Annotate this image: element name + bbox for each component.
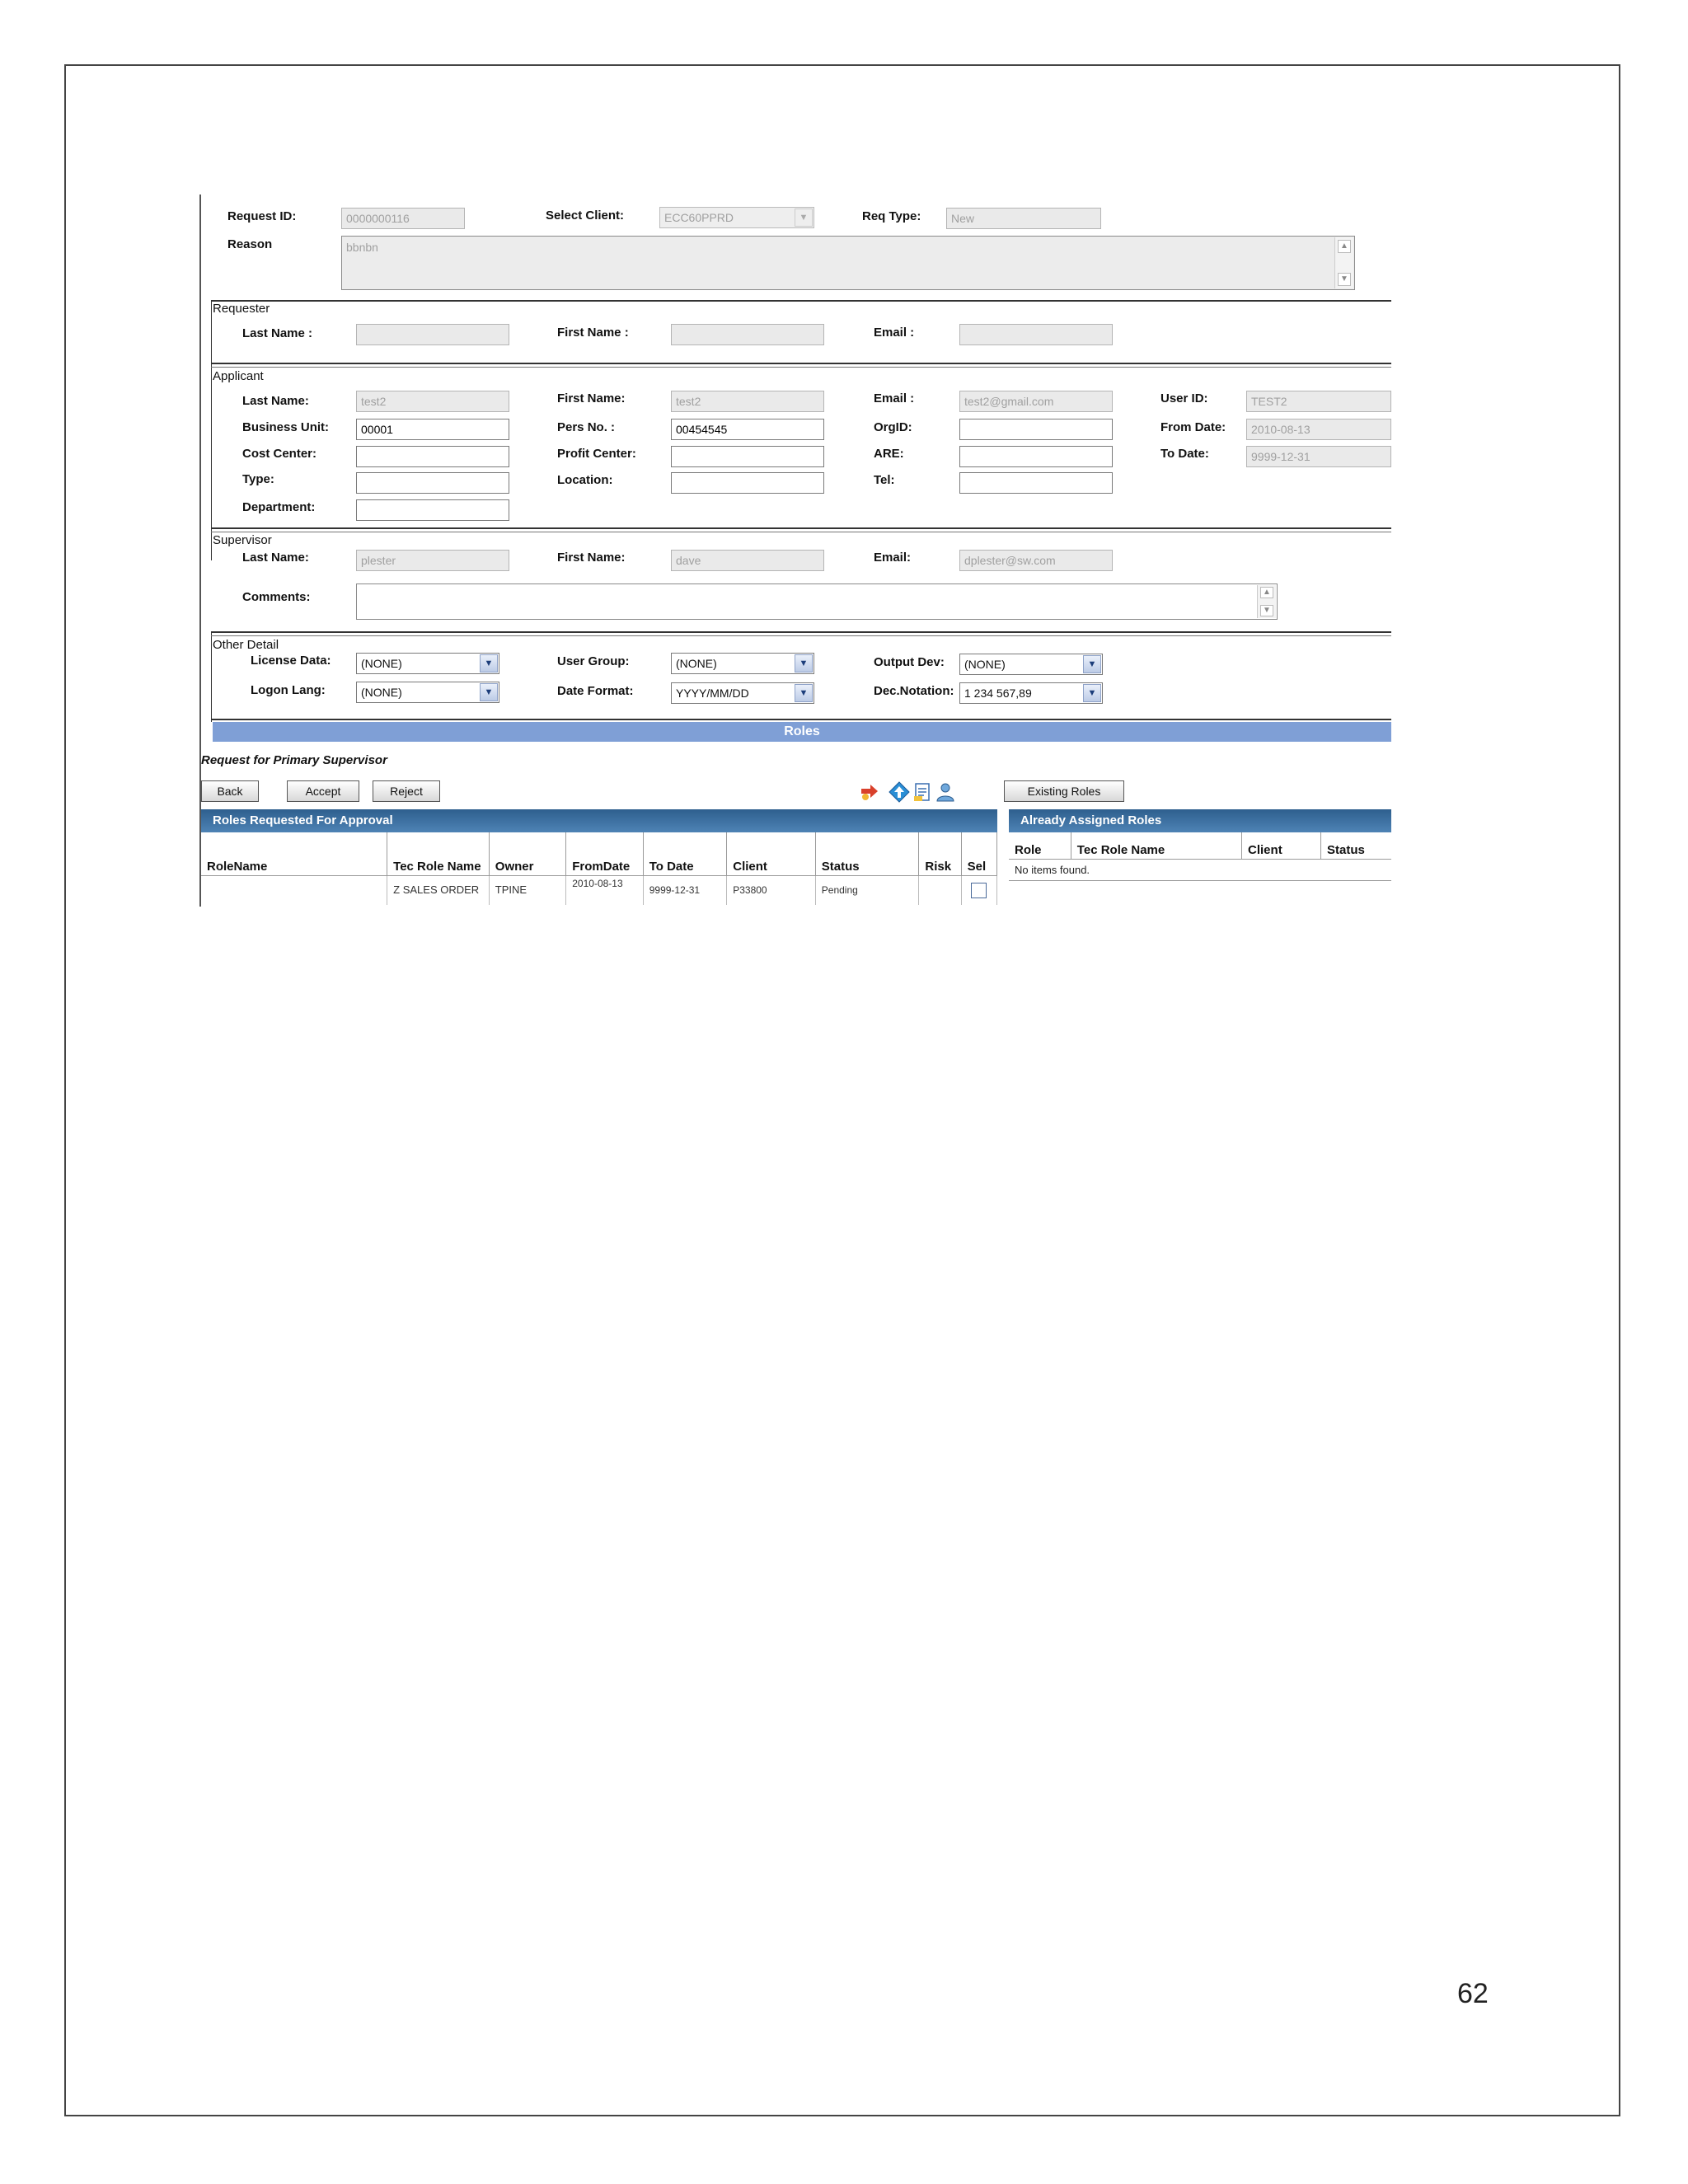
chevron-down-icon: ▼ xyxy=(795,209,813,227)
location-label: Location: xyxy=(557,473,613,487)
requested-roles-table xyxy=(201,832,997,905)
document-icon[interactable] xyxy=(912,781,933,803)
supervisor-first-name-label: First Name: xyxy=(557,551,626,565)
select-client-label: Select Client: xyxy=(546,209,625,223)
supervisor-first-name-field[interactable]: dave xyxy=(671,550,824,571)
department-field[interactable] xyxy=(356,499,509,521)
column-header[interactable]: Sel xyxy=(961,832,996,875)
accept-button[interactable]: Accept xyxy=(287,780,359,802)
date-format-dropdown[interactable] xyxy=(671,682,814,704)
screenshot xyxy=(199,194,1391,907)
scroll-down-icon[interactable]: ▼ xyxy=(1260,605,1273,616)
section-divider xyxy=(211,527,1391,529)
applicant-user-id-label: User ID: xyxy=(1160,391,1208,405)
user-group-label: User Group: xyxy=(557,654,630,668)
scrollbar[interactable] xyxy=(1257,585,1276,618)
owner-cell: TPINE xyxy=(489,875,565,905)
back-button[interactable]: Back xyxy=(201,780,259,802)
org-id-field[interactable] xyxy=(959,419,1113,440)
are-label: ARE: xyxy=(874,447,904,461)
reason-textarea[interactable] xyxy=(341,236,1355,290)
from-date-field[interactable]: 2010-08-13 xyxy=(1246,419,1391,440)
empty-message: No items found. xyxy=(1015,863,1090,876)
reason-label: Reason xyxy=(227,237,273,251)
request-id-field[interactable]: 0000000116 xyxy=(341,208,465,229)
column-header[interactable]: Status xyxy=(815,832,919,875)
chevron-down-icon: ▼ xyxy=(480,654,498,673)
cost-center-label: Cost Center: xyxy=(242,447,317,461)
dec-notation-label: Dec.Notation: xyxy=(874,684,954,698)
requester-last-name-field[interactable] xyxy=(356,324,509,345)
date-format-value: YYYY/MM/DD xyxy=(676,687,749,700)
org-id-label: OrgID: xyxy=(874,420,912,434)
req-type-field[interactable]: New xyxy=(946,208,1101,229)
pers-no-label: Pers No. : xyxy=(557,420,616,434)
are-field[interactable] xyxy=(959,446,1113,467)
column-header[interactable]: Tec Role Name xyxy=(387,832,490,875)
requester-email-label: Email : xyxy=(874,326,915,340)
type-label: Type: xyxy=(242,472,274,486)
comments-textarea[interactable] xyxy=(356,583,1278,620)
select-checkbox[interactable] xyxy=(971,883,987,898)
column-header[interactable]: Status xyxy=(1321,832,1391,859)
applicant-last-name-label: Last Name: xyxy=(242,394,309,408)
user-group-dropdown[interactable] xyxy=(671,653,814,674)
tec-role-name-cell: Z SALES ORDER xyxy=(387,875,490,905)
comments-label: Comments: xyxy=(242,590,311,604)
logon-lang-value: (NONE) xyxy=(361,686,402,699)
roles-bar: Roles xyxy=(213,722,1391,742)
existing-roles-button[interactable]: Existing Roles xyxy=(1004,780,1124,802)
column-header[interactable]: Risk xyxy=(919,832,961,875)
requester-title: Requester xyxy=(213,302,270,316)
transfer-icon[interactable] xyxy=(859,781,880,803)
from-date-cell: 2010-08-13 xyxy=(566,875,643,905)
applicant-email-field[interactable]: test2@gmail.com xyxy=(959,391,1113,412)
tel-label: Tel: xyxy=(874,473,895,487)
chevron-down-icon: ▼ xyxy=(1083,684,1101,702)
status-cell: Pending xyxy=(815,875,919,905)
request-note: Request for Primary Supervisor xyxy=(201,753,387,767)
section-divider-inner xyxy=(211,367,1391,368)
table-header-row xyxy=(1009,832,1391,859)
logon-lang-label: Logon Lang: xyxy=(251,683,326,697)
table-row[interactable] xyxy=(201,875,997,905)
dec-notation-value: 1 234 567,89 xyxy=(964,687,1032,700)
chevron-down-icon: ▼ xyxy=(1083,655,1101,673)
to-date-cell: 9999-12-31 xyxy=(643,875,727,905)
tel-field[interactable] xyxy=(959,472,1113,494)
license-data-value: (NONE) xyxy=(361,657,402,670)
reject-button[interactable]: Reject xyxy=(373,780,440,802)
from-date-label: From Date: xyxy=(1160,420,1226,434)
scroll-up-icon[interactable]: ▲ xyxy=(1338,240,1351,253)
department-label: Department: xyxy=(242,500,316,514)
section-divider xyxy=(211,300,1391,302)
dec-notation-dropdown[interactable] xyxy=(959,682,1103,704)
output-dev-value: (NONE) xyxy=(964,658,1006,671)
reason-value: bbnbn xyxy=(346,241,378,254)
profit-center-field[interactable] xyxy=(671,446,824,467)
to-date-field[interactable]: 9999-12-31 xyxy=(1246,446,1391,467)
section-left-border xyxy=(211,631,212,722)
applicant-title: Applicant xyxy=(213,369,264,383)
requested-roles-header: Roles Requested For Approval xyxy=(201,809,997,832)
applicant-last-name-field[interactable]: test2 xyxy=(356,391,509,412)
select-client-value: ECC60PPRD xyxy=(664,211,734,224)
scrollbar[interactable] xyxy=(1334,237,1353,288)
column-header[interactable]: Owner xyxy=(489,832,565,875)
chevron-down-icon: ▼ xyxy=(795,654,813,673)
business-unit-label: Business Unit: xyxy=(242,420,330,434)
supervisor-email-field[interactable]: dplester@sw.com xyxy=(959,550,1113,571)
column-header[interactable]: Client xyxy=(1242,832,1321,859)
date-format-label: Date Format: xyxy=(557,684,634,698)
license-data-label: License Data: xyxy=(251,654,331,668)
supervisor-title: Supervisor xyxy=(213,533,272,547)
column-header[interactable]: To Date xyxy=(643,832,727,875)
license-data-dropdown[interactable] xyxy=(356,653,499,674)
supervisor-last-name-field[interactable]: plester xyxy=(356,550,509,571)
section-divider xyxy=(211,363,1391,364)
page-number: 62 xyxy=(1457,1978,1489,2009)
pers-no-field[interactable]: 00454545 xyxy=(671,419,824,440)
to-date-label: To Date: xyxy=(1160,447,1209,461)
select-client-dropdown[interactable] xyxy=(659,207,814,228)
cost-center-field[interactable] xyxy=(356,446,509,467)
request-id-label: Request ID: xyxy=(227,209,297,223)
supervisor-email-label: Email: xyxy=(874,551,912,565)
section-divider xyxy=(211,631,1391,633)
section-divider xyxy=(211,719,1391,720)
chevron-down-icon: ▼ xyxy=(480,683,498,701)
table-row xyxy=(1009,859,1391,880)
assigned-roles-header: Already Assigned Roles xyxy=(1009,809,1391,832)
profit-center-label: Profit Center: xyxy=(557,447,636,461)
column-header[interactable]: Role xyxy=(1009,832,1071,859)
section-left-border xyxy=(211,300,212,560)
scroll-up-icon[interactable]: ▲ xyxy=(1260,587,1273,598)
other-detail-title: Other Detail xyxy=(213,638,279,652)
column-header[interactable]: RoleName xyxy=(201,832,387,875)
logon-lang-dropdown[interactable] xyxy=(356,682,499,703)
requester-last-name-label: Last Name : xyxy=(242,326,313,340)
select-cell xyxy=(961,875,996,905)
chevron-down-icon: ▼ xyxy=(795,684,813,702)
column-header[interactable]: Tec Role Name xyxy=(1071,832,1241,859)
requester-first-name-label: First Name : xyxy=(557,326,629,340)
output-dev-dropdown[interactable] xyxy=(959,654,1103,675)
output-dev-label: Output Dev: xyxy=(874,655,945,669)
section-divider-inner xyxy=(211,635,1391,636)
supervisor-last-name-label: Last Name: xyxy=(242,551,309,565)
applicant-first-name-field[interactable]: test2 xyxy=(671,391,824,412)
assigned-roles-table xyxy=(1009,832,1391,881)
req-type-label: Req Type: xyxy=(862,209,921,223)
scroll-down-icon[interactable]: ▼ xyxy=(1338,273,1351,286)
client-cell: P33800 xyxy=(727,875,816,905)
location-field[interactable] xyxy=(671,472,824,494)
user-group-value: (NONE) xyxy=(676,657,717,670)
requester-first-name-field[interactable] xyxy=(671,324,824,345)
business-unit-field[interactable]: 00001 xyxy=(356,419,509,440)
requester-email-field[interactable] xyxy=(959,324,1113,345)
column-header[interactable]: FromDate xyxy=(566,832,643,875)
role-name-cell xyxy=(201,875,387,905)
applicant-email-label: Email : xyxy=(874,391,915,405)
table-header-row xyxy=(201,832,997,875)
applicant-user-id-field[interactable]: TEST2 xyxy=(1246,391,1391,412)
risk-cell xyxy=(919,875,961,905)
user-icon[interactable] xyxy=(935,781,956,803)
upload-icon[interactable] xyxy=(889,781,910,803)
applicant-first-name-label: First Name: xyxy=(557,391,626,405)
column-header[interactable]: Client xyxy=(727,832,816,875)
type-field[interactable] xyxy=(356,472,509,494)
